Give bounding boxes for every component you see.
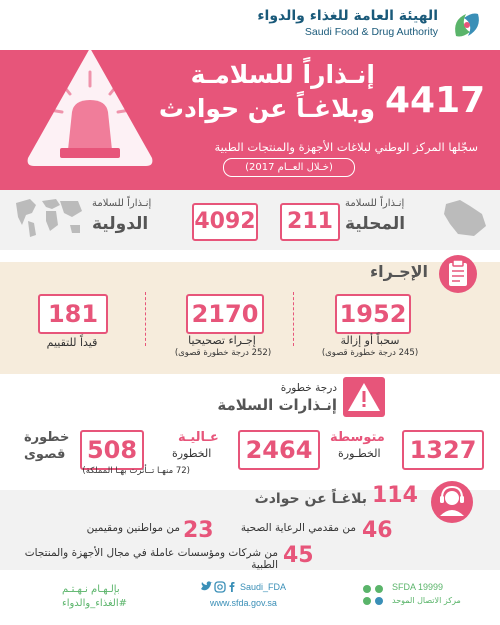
- action-withdrawal-label: سحباً أو إزالة: [340, 334, 400, 347]
- actions-title: الإجـراء: [369, 262, 428, 281]
- clipboard-icon: [438, 254, 478, 294]
- footer-slogan: بإلـهـام نـهـتـم: [62, 584, 120, 595]
- severity-high-number: 2464: [238, 430, 320, 470]
- contact-center-logo-icon: [360, 582, 386, 608]
- severity-label: درجة خطورة: [280, 382, 337, 394]
- action-evaluation-number: 181: [38, 294, 108, 334]
- twitter-icon: [201, 581, 213, 590]
- reports-title: بلاغـاً عن حوادث: [254, 491, 367, 507]
- severity-medium-label: متوسطة: [330, 430, 385, 445]
- local-alerts-label-small: إنـذاراً للسلامة: [345, 198, 405, 209]
- facebook-icon: [230, 582, 235, 592]
- reports-companies-label: من شركات ومؤسسات عاملة في مجال الأجهزة والمنتجات الطبية: [24, 547, 278, 571]
- website-link[interactable]: www.sfda.gov.sa: [210, 598, 277, 608]
- severity-medium-number: 1327: [402, 430, 484, 470]
- international-alerts-label: الدولية: [92, 214, 149, 234]
- divider: [293, 292, 294, 346]
- reports-citizens-label: من مواطنين ومقيمين: [86, 522, 180, 534]
- local-alerts-number: 211: [280, 203, 340, 241]
- action-corrective-number: 2170: [186, 294, 264, 334]
- severity-high-label2: الخطورة: [172, 447, 212, 460]
- contact-center-label: مركز الاتصال الموحد: [392, 596, 461, 605]
- severity-critical-label: خطورة: [24, 430, 70, 445]
- saudi-map-icon: [440, 196, 488, 240]
- reports-total-number: 114: [372, 483, 418, 508]
- reports-companies-number: 45: [283, 543, 314, 568]
- headset-agent-icon: [430, 480, 474, 524]
- severity-title: إنـذارات السلامة: [217, 396, 337, 414]
- instagram-icon: [215, 582, 225, 592]
- reports-citizens-number: 23: [183, 518, 214, 543]
- severity-critical-number: 508: [80, 430, 144, 470]
- reports-healthcare-number: 46: [362, 518, 393, 543]
- total-count: 4417: [385, 80, 486, 121]
- social-handle[interactable]: Saudi_FDA: [240, 582, 287, 592]
- hero-subtitle: سجّلها المركز الوطني لبلاغات الأجهزة والمنتجات الطبية: [214, 140, 478, 154]
- org-name-english: Saudi Food & Drug Authority: [304, 26, 438, 38]
- hero-title-line1: إنـذاراً للسلامـة: [190, 60, 375, 89]
- severity-medium-label2: الخطـورة: [338, 447, 381, 460]
- alarm-triangle-icon: [20, 38, 160, 178]
- action-corrective-note: (252 درجة خطورة قصوى): [174, 348, 272, 358]
- international-alerts-label-small: إنـذاراً للسلامة: [92, 198, 152, 209]
- severity-critical-note: (72 منهـا تــأثرت بهـا المملكة): [82, 466, 190, 476]
- sfda-logo-icon: [448, 6, 486, 44]
- warning-triangle-icon: [343, 377, 385, 417]
- social-icons: [200, 580, 240, 594]
- severity-high-label: عـاليـة: [178, 430, 219, 445]
- hero-year-pill: (خـلال العــام 2017): [223, 158, 355, 177]
- org-name-arabic: الهيئة العامة للغذاء والدواء: [257, 8, 438, 24]
- action-withdrawal-number: 1952: [335, 294, 411, 334]
- world-map-icon: [12, 195, 86, 239]
- footer-hashtag[interactable]: #الغذاء_والدواء: [62, 598, 127, 609]
- severity-critical-label2: قصوى: [24, 447, 66, 462]
- divider: [145, 292, 146, 346]
- contact-center-number: SFDA 19999: [392, 582, 444, 592]
- reports-healthcare-label: من مقدمي الرعاية الصحية: [240, 522, 356, 534]
- action-corrective-label: إجـراء تصحيحيا: [188, 334, 256, 347]
- action-withdrawal-note: (245 درجة خطورة قصوى): [321, 348, 419, 358]
- local-alerts-label: المحلية: [345, 214, 406, 234]
- hero-title-line2: وبلاغـاً عن حوادث: [158, 94, 375, 123]
- action-evaluation-label: قيداً للتقييم: [46, 336, 98, 349]
- international-alerts-number: 4092: [192, 203, 258, 241]
